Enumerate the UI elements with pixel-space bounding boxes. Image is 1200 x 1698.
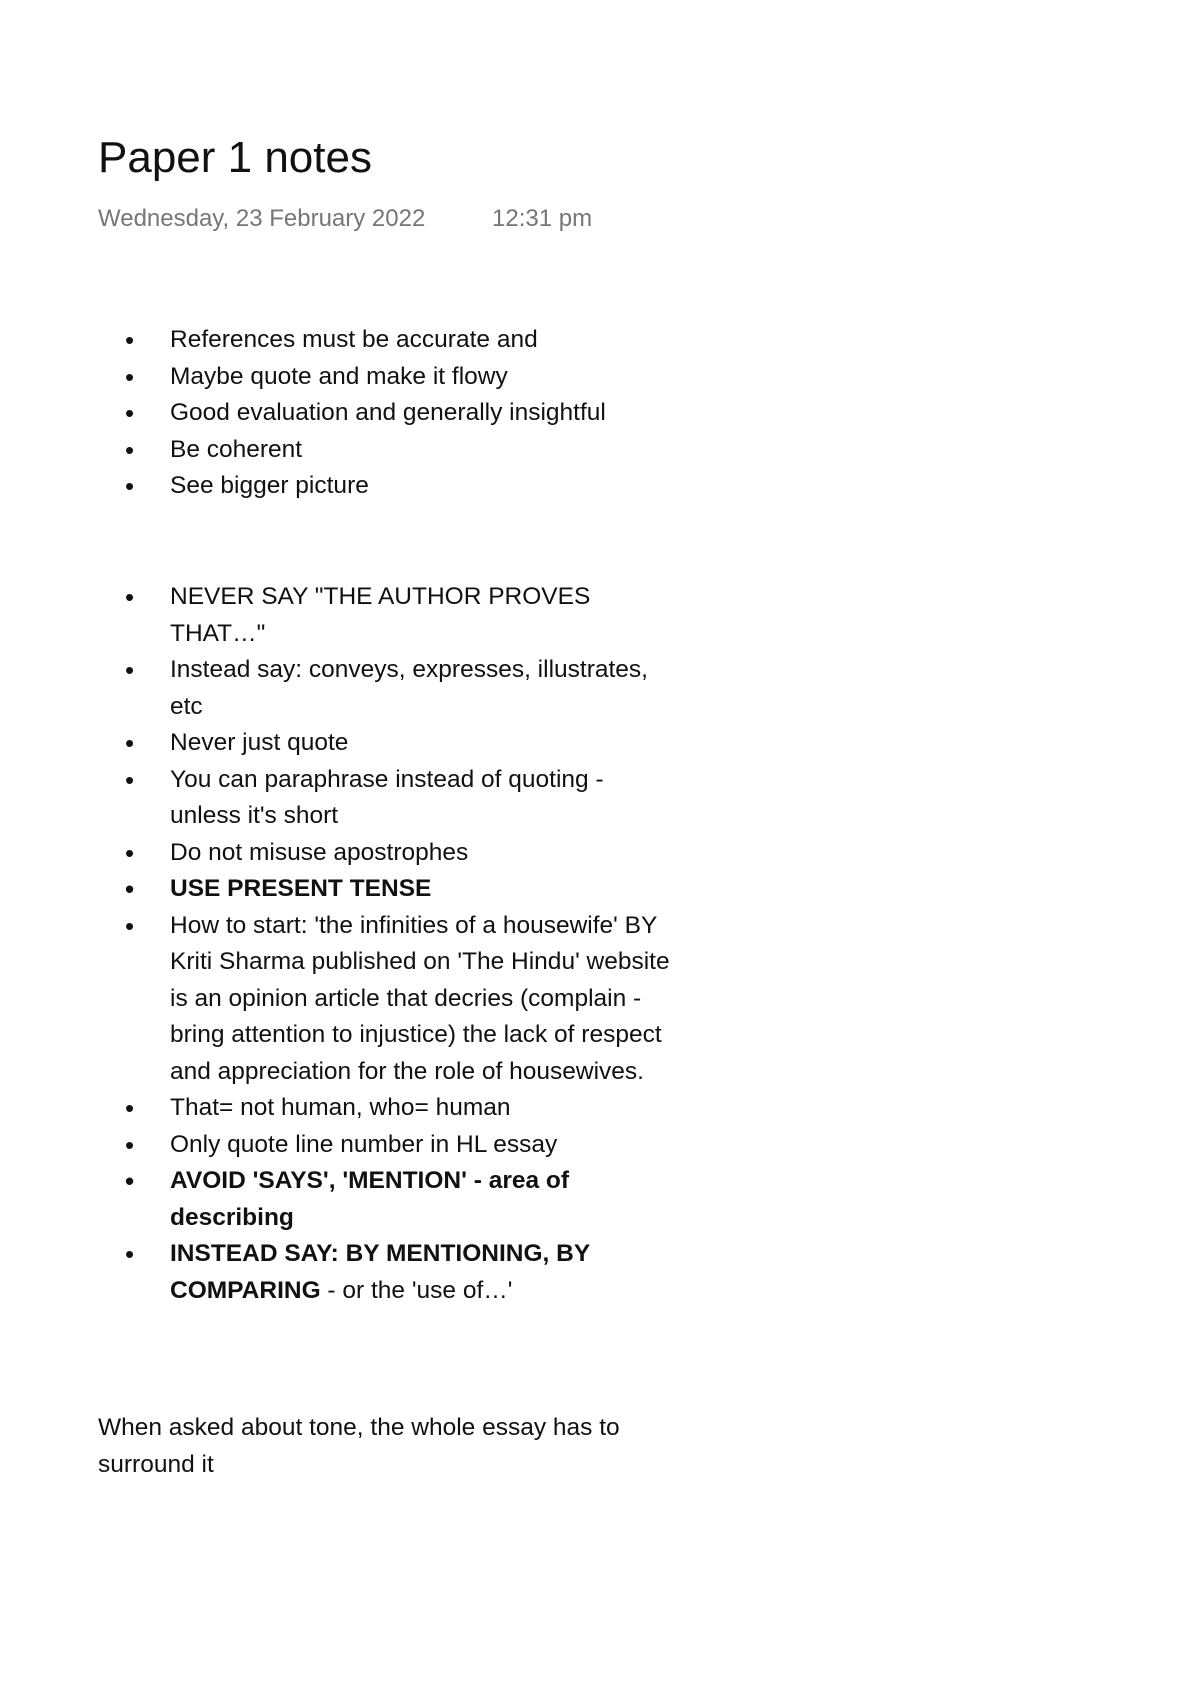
list-item: • You can paraphrase instead of quoting - unless it's short xyxy=(170,762,680,835)
list-item: • How to start: 'the infinities of a housewife' BY Kriti Sharma published on 'The Hindu' website is an opinion article that decries (complain - bring attention to injustice) the lack of respect and appreciation for the role of housewives. xyxy=(170,908,680,1091)
list-item: • See bigger picture xyxy=(170,468,680,505)
note-time: 12:31 pm xyxy=(492,205,593,232)
list-item: • Instead say: conveys, expresses, illustrates, etc xyxy=(170,652,680,725)
bullet-list-general xyxy=(170,322,680,505)
list-item: • NEVER SAY "THE AUTHOR PROVES THAT…" xyxy=(170,579,680,652)
list-item: • USE PRESENT TENSE xyxy=(170,871,680,908)
closing-paragraph: When asked about tone, the whole essay has to surround it xyxy=(98,1414,620,1478)
bullet-list-writing-tips xyxy=(170,579,680,1309)
list-item-text: - or the 'use of…' xyxy=(320,1276,513,1304)
list-item xyxy=(170,1236,680,1309)
list-item: • Be coherent xyxy=(170,432,680,469)
note-date: Wednesday, 23 February 2022 xyxy=(98,205,426,232)
list-item: • Good evaluation and generally insightful xyxy=(170,395,680,432)
list-item: • Only quote line number in HL essay xyxy=(170,1127,680,1164)
list-item: • That= not human, who= human xyxy=(170,1090,680,1127)
list-item: • AVOID 'SAYS', 'MENTION' - area of describing xyxy=(170,1163,680,1236)
list-item: • References must be accurate and xyxy=(170,322,680,359)
list-item: • Do not misuse apostrophes xyxy=(170,835,680,872)
page-title: Paper 1 notes xyxy=(98,133,372,182)
list-item: • Maybe quote and make it flowy xyxy=(170,359,680,396)
list-item: • Never just quote xyxy=(170,725,680,762)
note-metadata xyxy=(98,205,592,233)
list-item-bold-text: INSTEAD SAY: BY MENTIONING, BY COMPARING xyxy=(170,1240,590,1304)
